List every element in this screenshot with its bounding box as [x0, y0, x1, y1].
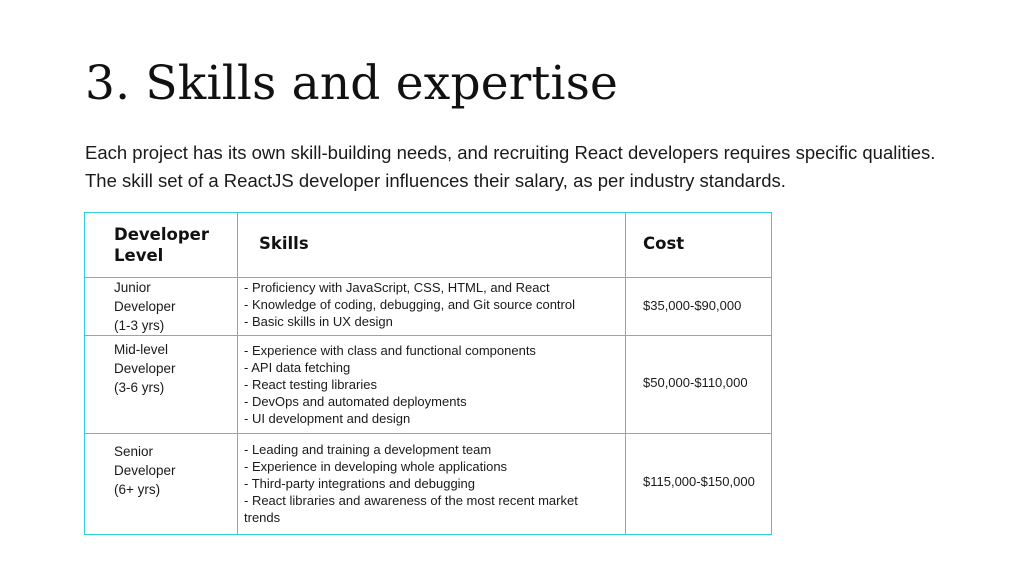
header-level-line: Level: [114, 246, 164, 265]
skill-item: - Knowledge of coding, debugging, and Git source control: [244, 297, 575, 312]
level-line: Developer: [114, 299, 176, 314]
column-divider: [237, 213, 238, 534]
row-level: [114, 278, 176, 335]
skill-item: - React testing libraries: [244, 377, 377, 392]
level-line: Developer: [114, 361, 176, 376]
row-level: [114, 442, 176, 499]
skill-item: - Leading and training a development team: [244, 442, 492, 457]
header-level: [114, 224, 209, 266]
column-divider: [625, 213, 626, 534]
row-divider: [85, 335, 771, 336]
skill-item: - Experience with class and functional components: [244, 343, 536, 358]
header-cost: Cost: [643, 234, 685, 253]
row-cost: $50,000-$110,000: [643, 375, 748, 390]
level-line: Senior: [114, 444, 154, 459]
skill-item: - Basic skills in UX design: [244, 314, 393, 329]
skills-table: [84, 212, 772, 535]
row-cost: $35,000-$90,000: [643, 298, 742, 313]
row-level: [114, 340, 176, 397]
level-line: Developer: [114, 463, 176, 478]
row-cost: $115,000-$150,000: [643, 474, 755, 489]
skill-item: - React libraries and awareness of the most recent market trends: [244, 493, 578, 525]
row-skills: [244, 342, 616, 427]
header-level-line: Developer: [114, 225, 209, 244]
row-divider: [85, 277, 771, 278]
level-line: Junior: [114, 280, 151, 295]
intro-paragraph: Each project has its own skill-building needs, and recruiting React developers requires specific qualities. The skill set of a ReactJS developer influences their salary, as per industry standards.: [85, 142, 936, 191]
skill-item: - API data fetching: [244, 360, 351, 375]
skill-item: - Proficiency with JavaScript, CSS, HTML, and React: [244, 280, 550, 295]
row-divider: [85, 433, 771, 434]
level-line: Mid-level: [114, 342, 169, 357]
header-skills: Skills: [259, 234, 309, 253]
row-skills: [244, 441, 616, 526]
level-line: (3-6 yrs): [114, 380, 165, 395]
skill-item: - DevOps and automated deployments: [244, 394, 467, 409]
skill-item: - Third-party integrations and debugging: [244, 476, 476, 491]
row-skills: [244, 279, 616, 330]
level-line: (1-3 yrs): [114, 318, 165, 333]
level-line: (6+ yrs): [114, 482, 161, 497]
page-title: 3. Skills and expertise: [85, 56, 619, 111]
skill-item: - Experience in developing whole applications: [244, 459, 508, 474]
skill-item: - UI development and design: [244, 411, 411, 426]
